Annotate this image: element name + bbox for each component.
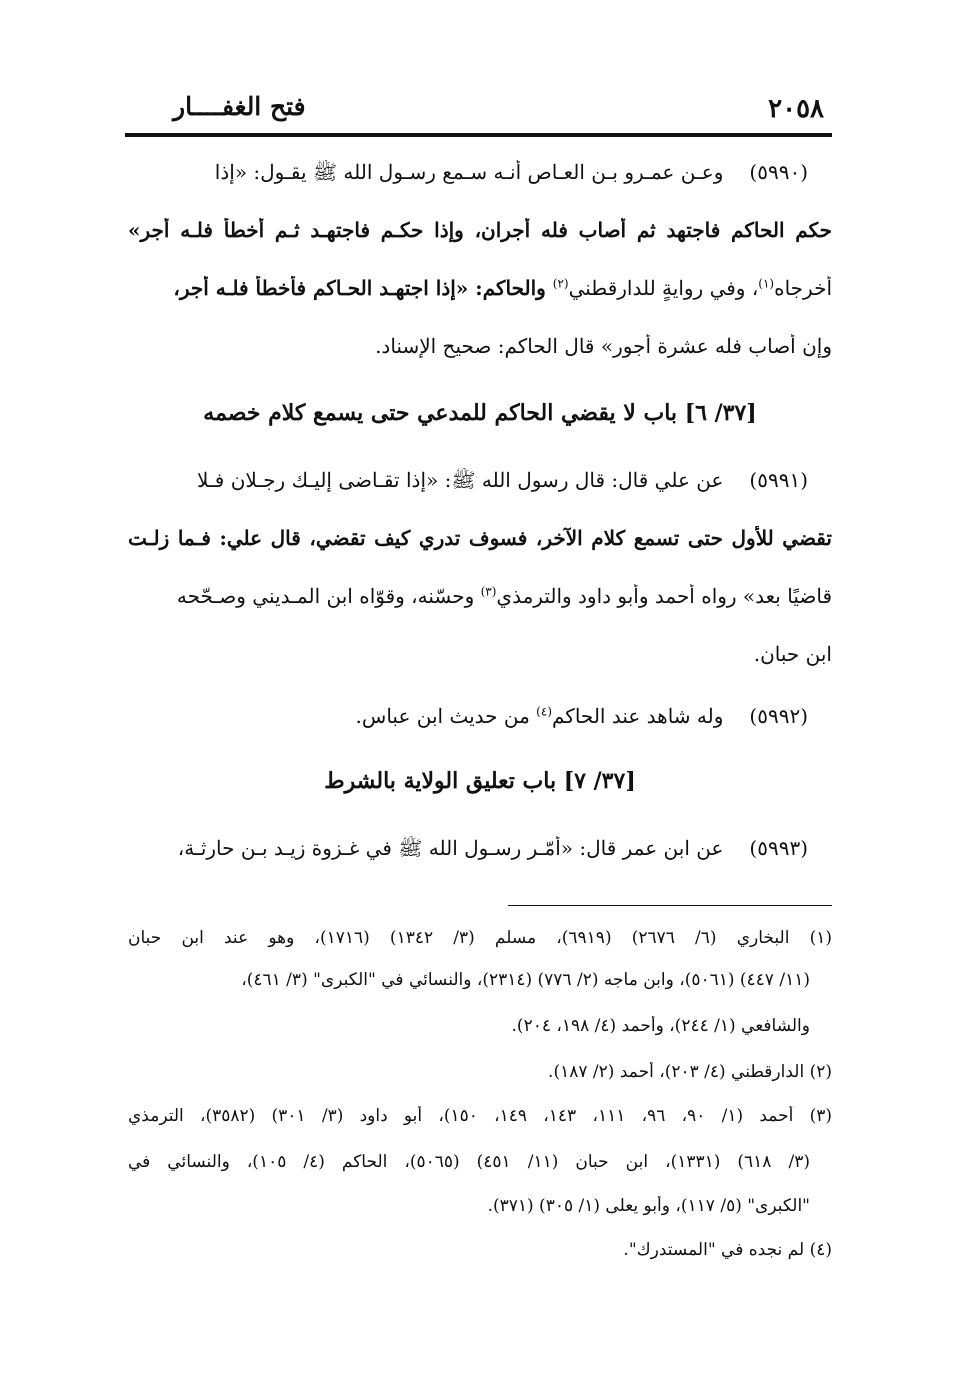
hadith-5990-line-2: حكم الحاكم فاجتهد ثم أصاب فله أجران، وإذا حكـم فاجتهـد ثـم أخطأ فلـه أجر» xyxy=(128,218,832,242)
footnote-ref: (٢) xyxy=(552,276,569,291)
hadith-number: (٥٩٩١) xyxy=(749,468,808,492)
footnote-separator xyxy=(508,905,832,906)
hadith-5990-line-3 xyxy=(128,276,832,301)
hadith-5991-line-3 xyxy=(128,584,832,609)
hadith-5993-line-1 xyxy=(128,836,832,861)
hadith-5991-line-1 xyxy=(128,468,832,493)
header-rule xyxy=(125,133,832,137)
hadith-5992-line-1 xyxy=(128,704,832,729)
hadith-5990-line-4: وإن أصاب فله عشرة أجور» قال الحاكم: صحيح الإسناد. xyxy=(375,334,832,358)
hadith-number: (٥٩٩٢) xyxy=(749,704,808,728)
footnote-1-line-2: (١١/ ٤٤٧) (٥٠٦١)، وابن ماجه (٢/ ٧٧٦) (٢٣١٤)، والنسائي في "الكبرى" (٣/ ٤٦١)، xyxy=(241,970,810,990)
footnote-3-line-1: (٣) أحمد (١/ ٩٠، ٩٦، ١١١، ١٤٣، ١٤٩، ١٥٠)، أبو داود (٣/ ٣٠١) (٣٥٨٢)، الترمذي xyxy=(128,1106,832,1126)
hadith-text: وحسّنه، وقوّاه ابن المـديني وصـحّحه xyxy=(176,584,481,608)
footnote-2: (٢) الدارقطني (٤/ ٢٠٣)، أحمد (٢/ ١٨٧). xyxy=(548,1062,832,1082)
hadith-number: (٥٩٩٣) xyxy=(749,836,808,860)
hadith-text: ، وفي روايةٍ للدارقطني xyxy=(568,276,759,300)
chapter-heading: [٣٧/ ٦] باب لا يقضي الحاكم للمدعي حتى يسمع كلام خصمه xyxy=(203,400,757,426)
hadith-text: عن ابن عمر قال: «أمّـر رسـول الله ﷺ في غـزوة زيـد بـن حارثـة، xyxy=(177,836,724,860)
hadith-text: من حديث ابن عباس. xyxy=(355,704,537,728)
footnote-3-line-3: "الكبرى" (٥/ ١١٧)، وأبو يعلى (١/ ٣٠٥) (٣٧١). xyxy=(487,1196,810,1216)
chapter-heading: [٣٧/ ٧] باب تعليق الولاية بالشرط xyxy=(324,768,636,794)
book-title: فتح الغفــــار xyxy=(173,92,306,121)
hadith-number: (٥٩٩٠) xyxy=(749,160,808,184)
footnote-ref: (٣) xyxy=(480,584,497,599)
hadith-text: وله شاهد عند الحاكم xyxy=(552,704,724,728)
hadith-text: أخرجاه xyxy=(774,276,832,300)
hadith-5991-line-4: ابن حبان. xyxy=(753,642,832,666)
footnote-ref: (١) xyxy=(758,276,775,291)
footnote-ref: (٤) xyxy=(536,704,552,719)
page-number: ٢٠٥٨ xyxy=(768,94,824,124)
hadith-text: والحاكم: «إذا اجتهـد الحـاكم فأخطأ فلـه أجر، xyxy=(173,276,553,300)
hadith-text: وعـن عمـرو بـن العـاص أنـه سـمع رسـول الله ﷺ يقـول: «إذا xyxy=(214,160,724,184)
page-header xyxy=(125,86,832,134)
footnote-1-line-3: والشافعي (١/ ٢٤٤)، وأحمد (٤/ ١٩٨، ٢٠٤). xyxy=(511,1016,810,1036)
footnote-3-line-2: (٣/ ٦١٨) (١٣٣١)، ابن حبان (١١/ ٤٥١) (٥٠٦٥)، الحاكم (٤/ ١٠٥)، والنسائي في xyxy=(128,1152,810,1172)
hadith-5990-line-1 xyxy=(128,160,832,185)
footnote-1-line-1: (١) البخاري (٦/ ٢٦٧٦) (٦٩١٩)، مسلم (٣/ ١٣٤٢) (١٧١٦)، وهو عند ابن حبان xyxy=(128,928,832,948)
footnote-4: (٤) لم نجده في "المستدرك". xyxy=(623,1240,832,1260)
hadith-text: قاضيًا بعد» رواه أحمد وأبو داود والترمذي xyxy=(496,584,832,608)
hadith-5991-line-2: تقضي للأول حتى تسمع كلام الآخر، فسوف تدري كيف تقضي، قال علي: فـما زلـت xyxy=(128,526,832,550)
hadith-text: عن علي قال: قال رسول الله ﷺ: «إذا تقـاضى إليـك رجـلان فـلا xyxy=(197,468,724,492)
